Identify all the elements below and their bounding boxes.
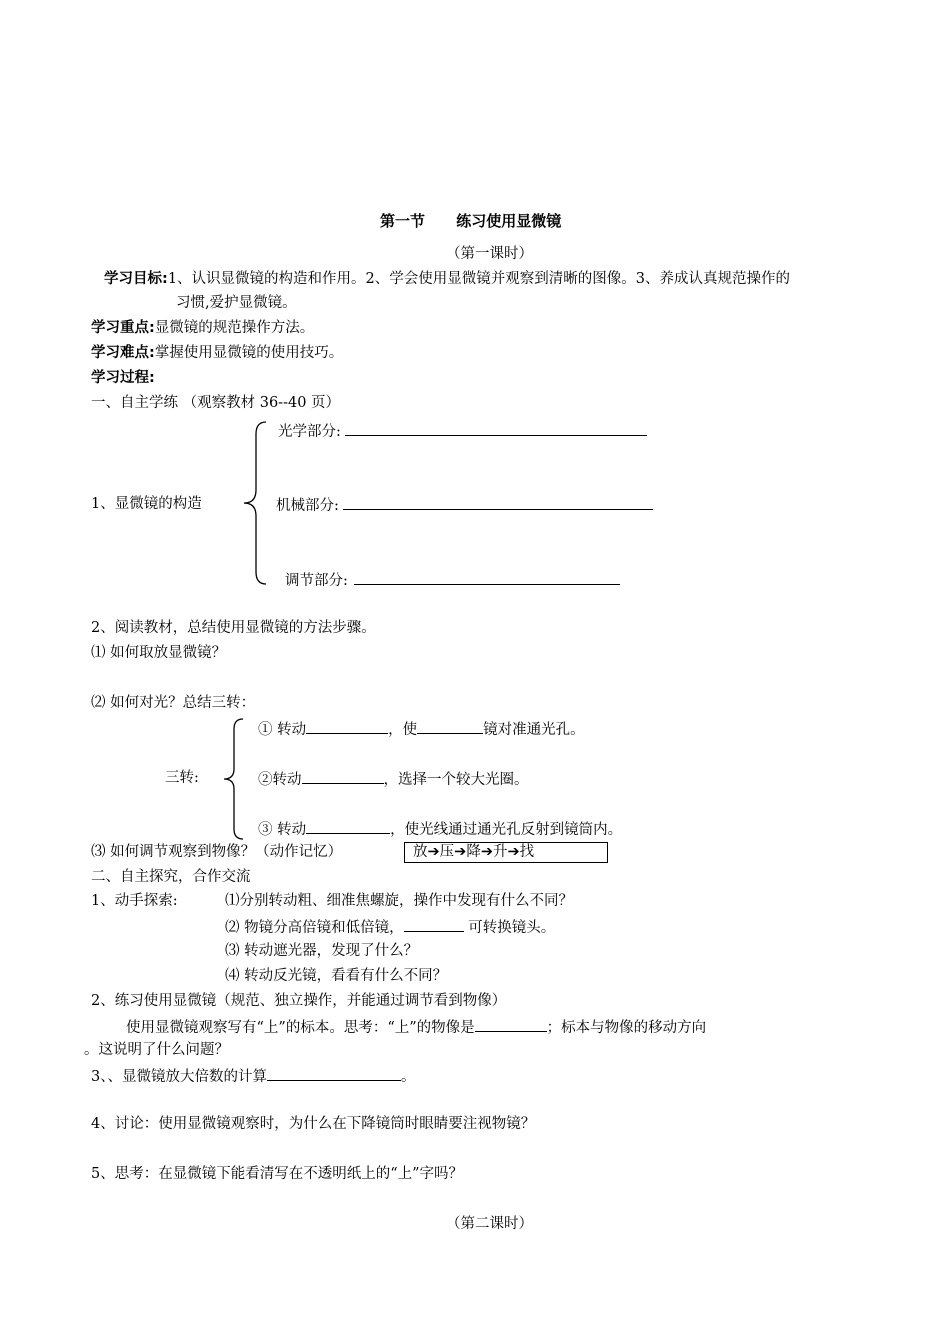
- optical-blank[interactable]: [345, 420, 647, 436]
- arrow-icon: ➔: [454, 844, 467, 860]
- calc: [91, 1065, 415, 1087]
- process-label: 学习过程:: [91, 370, 155, 386]
- mechanical-part: [276, 494, 653, 516]
- hands-on-3: ⑶ 转动遮光器，发现了什么？: [225, 943, 419, 959]
- observe-line-1: [126, 1016, 706, 1038]
- question-2-2: ⑵ 如何对光？总结三转：: [91, 695, 256, 711]
- question-2: 2、阅读教材，总结使用显微镜的方法步骤。: [91, 620, 376, 636]
- turn-1-blank-2[interactable]: [417, 718, 483, 734]
- question-2-3: ⑶ 如何调节观察到物像？（动作记忆）: [91, 844, 343, 860]
- adjust-label: 调节部分:: [285, 573, 348, 589]
- turn-1-text-b: ，使: [388, 722, 418, 738]
- step-4: 升: [492, 844, 508, 860]
- page-title: [380, 211, 561, 231]
- turn-1-blank-1[interactable]: [306, 718, 388, 734]
- turn-1: [258, 718, 585, 740]
- turn-3-blank[interactable]: [306, 818, 390, 834]
- hands-on-1: ⑴分别转动粗、细准焦螺旋，操作中发现有什么不同？: [225, 893, 573, 909]
- turn-2-text-a: ②转动: [258, 772, 302, 788]
- observe-text-a: 使用显微镜观察写有“上”的标本。思考：“上”的物像是: [126, 1020, 475, 1036]
- hands-on-4: ⑷ 转动反光镜，看看有什么不同？: [225, 968, 448, 984]
- mechanical-label: 机械部分:: [276, 498, 339, 514]
- hands-on-2: [225, 916, 555, 938]
- difficulty-label: 学习难点:: [91, 345, 155, 361]
- arrow-icon: ➔: [427, 844, 440, 860]
- goals-line-2: 习惯,爱护显微镜。: [176, 295, 297, 311]
- step-2: 压: [439, 844, 455, 860]
- turn-3-text-a: ③ 转动: [258, 822, 307, 838]
- calc-blank[interactable]: [267, 1065, 401, 1081]
- observe-line-2: 。这说明了什么问题？: [84, 1042, 229, 1058]
- turn-1-text-c: 镜对准通光孔。: [483, 722, 585, 738]
- three-turns-label: 三转:: [165, 770, 199, 786]
- turn-3-text-b: ，使光线通过通光孔反射到镜筒内。: [390, 822, 623, 838]
- three-turns-brace: [221, 717, 247, 841]
- step-3: 降: [466, 844, 481, 860]
- turn-3: [258, 818, 622, 840]
- structure-brace: [240, 420, 270, 586]
- adjust-part: [285, 569, 620, 591]
- section-number: 第一节: [380, 212, 426, 230]
- turn-2: [258, 768, 529, 790]
- turn-1-text-a: ① 转动: [258, 722, 307, 738]
- adjust-blank[interactable]: [354, 569, 620, 585]
- step-1: 放: [413, 844, 428, 860]
- optical-part: [278, 420, 647, 442]
- discuss: 4、讨论：使用显微镜观察时，为什么在下降镜筒时眼睛要注视物镜？: [91, 1116, 536, 1132]
- turn-2-blank[interactable]: [302, 768, 384, 784]
- part1-heading: 一、自主学练 （观察教材 36--40 页）: [91, 395, 341, 411]
- calc-text-b: 。: [400, 1069, 416, 1085]
- arrow-icon: ➔: [480, 844, 493, 860]
- difficulty-text: 掌握使用显微镜的使用技巧。: [154, 345, 344, 361]
- observe-text-b: ；标本与物像的移动方向: [546, 1020, 707, 1036]
- turn-2-text-b: ，选择一个较大光圈。: [383, 772, 529, 788]
- hands-on-2-text-b: 可转换镜头。: [463, 920, 556, 936]
- goals-text-1: 1、认识显微镜的构造和作用。2、学会使用显微镜并观察到清晰的图像。3、养成认真规范操作的: [167, 271, 790, 287]
- hands-on-2-text-a: ⑵ 物镜分高倍镜和低倍镜，: [225, 920, 404, 936]
- step-5: 找: [519, 844, 535, 860]
- mechanical-blank[interactable]: [343, 494, 653, 510]
- structure-label: 1、显微镜的构造: [91, 496, 202, 512]
- calc-text-a: 3、、显微镜放大倍数的计算: [91, 1069, 267, 1085]
- optical-label: 光学部分:: [278, 424, 341, 440]
- part2-heading: 二、自主探究，合作交流: [91, 869, 251, 885]
- question-2-1: ⑴ 如何取放显微镜？: [91, 645, 227, 661]
- key-point-text: 显微镜的规范操作方法。: [154, 320, 315, 336]
- think: 5、思考：在显微镜下能看清写在不透明纸上的“上”字吗？: [91, 1166, 464, 1182]
- lesson-2-label: （第二课时）: [446, 1216, 533, 1232]
- steps-box: [404, 842, 608, 863]
- key-point-label: 学习重点:: [91, 320, 155, 336]
- lesson-1-label: （第一课时）: [446, 246, 533, 262]
- observe-blank[interactable]: [475, 1016, 547, 1032]
- hands-on-label: 1、动手探索:: [91, 893, 178, 909]
- hands-on-2-blank[interactable]: [404, 916, 464, 932]
- goals-line-1: [104, 269, 790, 289]
- arrow-icon: ➔: [507, 844, 520, 860]
- key-point: [91, 318, 314, 338]
- practice: 2、练习使用显微镜（规范、独立操作，并能通过调节看到物像）: [91, 993, 507, 1009]
- difficulty: [91, 343, 343, 363]
- section-name: 练习使用显微镜: [456, 212, 562, 230]
- goals-label: 学习目标:: [104, 271, 168, 287]
